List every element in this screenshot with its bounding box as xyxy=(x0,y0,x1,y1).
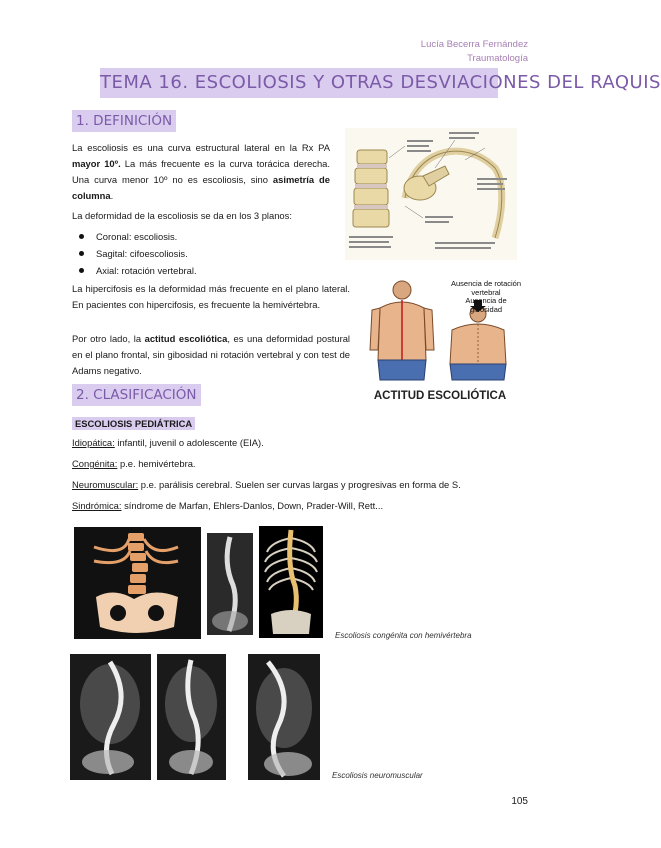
list-item: Coronal: escoliosis. xyxy=(72,228,332,245)
text-bold: actitud escoliótica xyxy=(144,333,228,344)
term-text: infantil, juvenil o adolescente (EIA). xyxy=(114,437,264,448)
section-heading-clasificacion xyxy=(72,384,201,406)
figure-caption: ACTITUD ESCOLIÓTICA xyxy=(373,390,507,402)
planes-list xyxy=(72,228,332,279)
term: Sindrómica: xyxy=(72,500,122,511)
xray-neuromuscular-3 xyxy=(248,654,320,780)
text-run: , es una deformidad postural en el plano frontal, sin gibosidad ni rotación vertebral y con test de Adams negativo. xyxy=(72,333,350,376)
caption-congenita: Escoliosis congénita con hemivértebra xyxy=(335,631,472,640)
list-item xyxy=(72,499,383,513)
list-item xyxy=(72,457,196,471)
section-heading-text: 2. CLASIFICACIÓN xyxy=(76,387,197,403)
section-heading-definicion xyxy=(72,110,176,132)
xray-neuro-illustration-3 xyxy=(248,654,320,780)
term: Idiopática: xyxy=(72,437,115,448)
caption-neuromuscular: Escoliosis neuromuscular xyxy=(332,771,423,780)
vertebra-illustration xyxy=(345,128,517,260)
term: Congénita: xyxy=(72,458,118,469)
rotation-label xyxy=(450,280,522,314)
text-bold: asimetría de columna xyxy=(72,174,330,201)
label-no-rotation: Ausencia de rotación vertebral xyxy=(450,279,522,297)
actitud-paragraph xyxy=(72,331,350,379)
list-item xyxy=(72,436,264,450)
planes-intro: La deformidad de la escoliosis se da en los 3 planos: xyxy=(72,210,292,221)
subject-name: Traumatología xyxy=(467,53,528,64)
xray-spine-image xyxy=(207,533,253,635)
term: Neuromuscular: xyxy=(72,479,139,490)
text-run: Por otro lado, la xyxy=(72,333,145,344)
term-text: síndrome de Marfan, Ehlers-Danlos, Down, Prader-Will, Rett... xyxy=(121,500,384,511)
xray-illustration xyxy=(207,533,253,635)
hipercifosis-paragraph: La hipercifosis es la deformidad más frecuente en el plano lateral. En pacientes con hipercifosis, es frecuente la hemivértebra. xyxy=(72,283,350,310)
ct-3d-spine-rib-image xyxy=(259,526,323,638)
subsection-heading-text: ESCOLIOSIS PEDIÁTRICA xyxy=(72,417,195,430)
vertebra-diagram xyxy=(345,128,517,260)
list-item: Axial: rotación vertebral. xyxy=(72,262,332,279)
term-text: p.e. parálisis cerebral. Suelen ser curvas largas y progresivas en forma de S. xyxy=(138,479,461,490)
list-item xyxy=(72,478,461,492)
text-bold: mayor 10º. xyxy=(72,158,121,169)
page-title-text: TEMA 16. ESCOLIOSIS Y OTRAS DESVIACIONES DEL RAQUIS xyxy=(100,72,661,93)
definition-paragraph xyxy=(72,140,330,204)
page-title xyxy=(100,68,661,98)
text-run: La más frecuente es la curva torácica derecha. Una curva menor 10º no es escoliosis, sino xyxy=(72,158,331,185)
label-no-gibosity: Ausencia de gibosidad xyxy=(465,296,507,314)
xray-neuro-illustration-1 xyxy=(70,654,151,780)
xray-neuro-illustration-2 xyxy=(157,654,226,780)
actitud-escoliotica-figure xyxy=(360,280,520,412)
subsection-heading xyxy=(72,414,195,432)
page-number: 105 xyxy=(511,796,528,807)
ct-3d-illustration xyxy=(74,527,201,639)
xray-neuromuscular-1 xyxy=(70,654,151,780)
text-run: . xyxy=(110,190,114,201)
section-heading-text: 1. DEFINICIÓN xyxy=(76,113,173,129)
xray-neuromuscular-2 xyxy=(157,654,226,780)
text-run: La escoliosis es una curva estructural lateral en la Rx PA xyxy=(72,142,330,153)
ct-ribs-illustration xyxy=(259,526,323,638)
author-name: Lucía Becerra Fernández xyxy=(420,39,528,50)
term-text: p.e. hemivértebra. xyxy=(117,458,196,469)
ct-3d-spine-image xyxy=(74,527,201,639)
list-item: Sagital: cifoescoliosis. xyxy=(72,245,332,262)
